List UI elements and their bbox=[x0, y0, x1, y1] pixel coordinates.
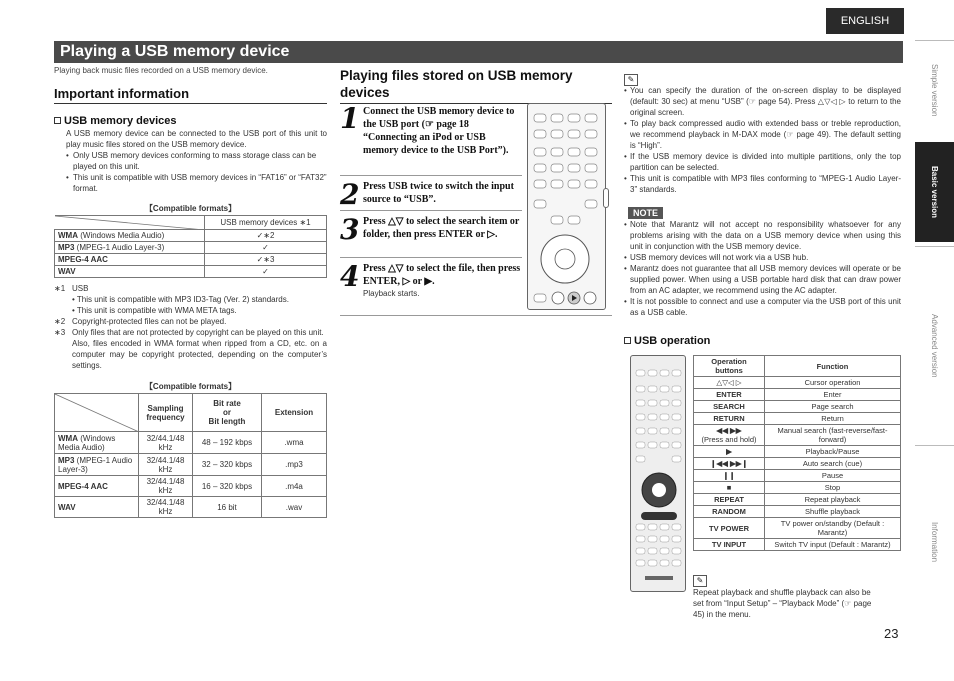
step-4: 4 Press △▽ to select the file, then press ENTER, ▷ or ▶. Playback starts. bbox=[340, 260, 521, 298]
footnote: ∗1 USB bbox=[54, 284, 89, 293]
page-title: Playing a USB memory device bbox=[54, 41, 903, 63]
playing-section bbox=[340, 67, 612, 104]
list-item: • USB memory devices will not work via a USB hub. bbox=[624, 253, 809, 262]
column-header: Function bbox=[765, 356, 901, 377]
table-row: RETURN Return bbox=[694, 413, 901, 425]
diagonal-cell bbox=[55, 394, 139, 432]
pencil-icon: ✎ bbox=[624, 69, 638, 87]
table-row: MPEG-4 AAC 32/44.1/48 kHz 16 – 320 kbps .m4a bbox=[55, 476, 327, 497]
table-row: ▶ Playback/Pause bbox=[694, 446, 901, 458]
intro-text: A USB memory device can be connected to the USB port of this unit to play music files stored on the USB memory device. bbox=[66, 129, 327, 149]
remote-buttons-icon bbox=[631, 356, 687, 593]
important-section bbox=[54, 86, 327, 518]
diagonal-cell bbox=[55, 216, 205, 230]
language-badge: ENGLISH bbox=[826, 8, 904, 34]
table-row: ❙❙ Pause bbox=[694, 470, 901, 482]
tips-list bbox=[624, 85, 901, 195]
important-heading: Important information bbox=[54, 86, 190, 101]
table-row: MP3 (MPEG-1 Audio Layer-3) ✓ bbox=[55, 242, 327, 254]
list-item: • It is not possible to connect and use a computer via the USB port of this unit as a USB cable. bbox=[624, 297, 901, 317]
steps-list bbox=[340, 102, 522, 308]
usb-operation-tip: Repeat playback and shuffle playback can also be set from “Input Setup” – “Playback Mode” (☞ page 45) in the menu. bbox=[693, 588, 872, 619]
footnote: ∗3 Only files that are not protected by copyright can be played on this unit. bbox=[54, 328, 324, 337]
pencil-icon: ✎ bbox=[693, 570, 707, 588]
table-row: ENTER Enter bbox=[694, 389, 901, 401]
footnotes bbox=[54, 283, 327, 371]
tab-information[interactable]: Information bbox=[930, 521, 939, 563]
bullet-list bbox=[54, 150, 327, 194]
table-header: USB memory devices ∗1 bbox=[205, 216, 327, 230]
table-caption: 【Compatible formats】 bbox=[144, 382, 237, 391]
table-row: TV POWER TV power on/standby (Default : Marantz) bbox=[694, 518, 901, 539]
footnote: Also, files encoded in WMA format when ripped from a CD, etc. on a computer may be copyright protected, depending on the computer’s settings. bbox=[72, 339, 327, 370]
table-row: RANDOM Shuffle playback bbox=[694, 506, 901, 518]
list-item: • Note that Marantz will not accept no responsibility whatsoever for any problems arising with the data on a USB memory device when using this unit in conjunction with the USB memory device. bbox=[624, 220, 901, 251]
footnote: • This unit is compatible with WMA META tags. bbox=[72, 306, 237, 315]
column-header: Bit rate or Bit length bbox=[193, 394, 262, 432]
step-1: 1 Connect the USB memory device to the USB port (☞ page 18 “Connecting an iPod or USB memory device to the USB Port”). bbox=[340, 102, 522, 176]
remote-control-illustration-2 bbox=[630, 355, 686, 592]
list-item: • Marantz does not guarantee that all USB memory devices will operate or be supplied power. When using a USB portable hard disk that can draw power from an AC adapter, we recommend using the AC adapter. bbox=[624, 264, 901, 295]
footnote: • This unit is compatible with MP3 ID3-Tag (Ver. 2) standards. bbox=[72, 295, 289, 304]
compat-table-2 bbox=[54, 393, 327, 518]
usb-operation-table bbox=[693, 355, 901, 551]
table-row: TV INPUT Switch TV input (Default : Marantz) bbox=[694, 539, 901, 551]
divider bbox=[54, 103, 327, 104]
list-item: • This unit is compatible with USB memory devices in “FAT16” or “FAT32” format. bbox=[66, 173, 327, 193]
step-3: 3 Press △▽ to select the search item or folder, then press ENTER or ▷. bbox=[340, 211, 522, 258]
table-row: WAV 32/44.1/48 kHz 16 bit .wav bbox=[55, 497, 327, 518]
usb-operation-heading: USB operation bbox=[624, 335, 710, 347]
square-icon bbox=[54, 117, 61, 124]
compat-table-1 bbox=[54, 215, 327, 278]
table-row: MPEG-4 AAC ✓∗3 bbox=[55, 254, 327, 266]
table-row: WMA (Windows Media Audio) ✓∗2 bbox=[55, 230, 327, 242]
tab-simple-version[interactable]: Simple version bbox=[930, 63, 939, 117]
page-subtitle: Playing back music files recorded on a USB memory device. bbox=[54, 66, 268, 75]
remote-buttons-icon bbox=[528, 104, 607, 311]
table-row: MP3 (MPEG-1 Audio Layer-3) 32/44.1/48 kHz 32 – 320 kbps .mp3 bbox=[55, 454, 327, 476]
column-header: Sampling frequency bbox=[139, 394, 193, 432]
list-item: • You can specify the duration of the on-screen display to be displayed (default: 30 sec) at menu “USB” (☞ page 54). Press △▽◁ ▷ to return to the original screen. bbox=[624, 86, 901, 117]
remote-control-illustration bbox=[527, 103, 606, 310]
footnote: ∗2 Copyright-protected files can not be played. bbox=[54, 317, 227, 326]
table-row: REPEAT Repeat playback bbox=[694, 494, 901, 506]
table-row: ❙◀◀ ▶▶❙ Auto search (cue) bbox=[694, 458, 901, 470]
square-icon bbox=[624, 337, 631, 344]
column-header: Extension bbox=[262, 394, 327, 432]
list-item: • If the USB memory device is divided into multiple partitions, only the top partition can be selected. bbox=[624, 152, 901, 172]
list-item: • This unit is compatible with MP3 files conforming to “MPEG-1 Audio Layer-3” standards. bbox=[624, 174, 901, 194]
column-header: Operation buttons bbox=[694, 356, 765, 377]
tab-advanced-version[interactable]: Advanced version bbox=[930, 313, 939, 378]
divider bbox=[340, 315, 612, 316]
playing-heading: Playing files stored on USB memory devices bbox=[340, 68, 573, 100]
table-row: SEARCH Page search bbox=[694, 401, 901, 413]
page-number: 23 bbox=[884, 626, 899, 641]
remote-side-button bbox=[603, 188, 609, 208]
table-caption: 【Compatible formats】 bbox=[144, 204, 237, 213]
table-row: WAV ✓ bbox=[55, 266, 327, 278]
list-item: • To play back compressed audio with extended bass or treble reproduction, we recommend playback in M-DAX mode (☞ page 49). The default setting is “High”. bbox=[624, 119, 901, 150]
table-row: ■ Stop bbox=[694, 482, 901, 494]
table-row: △▽◁ ▷ Cursor operation bbox=[694, 377, 901, 389]
step-2: 2 Press USB twice to switch the input source to “USB”. bbox=[340, 176, 522, 211]
tab-basic-version[interactable]: Basic version bbox=[915, 142, 954, 242]
list-item: • Only USB memory devices conforming to mass storage class can be played on this unit. bbox=[66, 151, 317, 171]
note-badge: NOTE bbox=[628, 203, 663, 221]
notes-list bbox=[624, 219, 901, 318]
table-row: WMA (Windows Media Audio) 32/44.1/48 kHz 48 – 192 kbps .wma bbox=[55, 432, 327, 454]
usb-devices-heading: USB memory devices bbox=[54, 115, 327, 127]
table-row: ◀◀ ▶▶ (Press and hold) Manual search (fast-reverse/fast-forward) bbox=[694, 425, 901, 446]
